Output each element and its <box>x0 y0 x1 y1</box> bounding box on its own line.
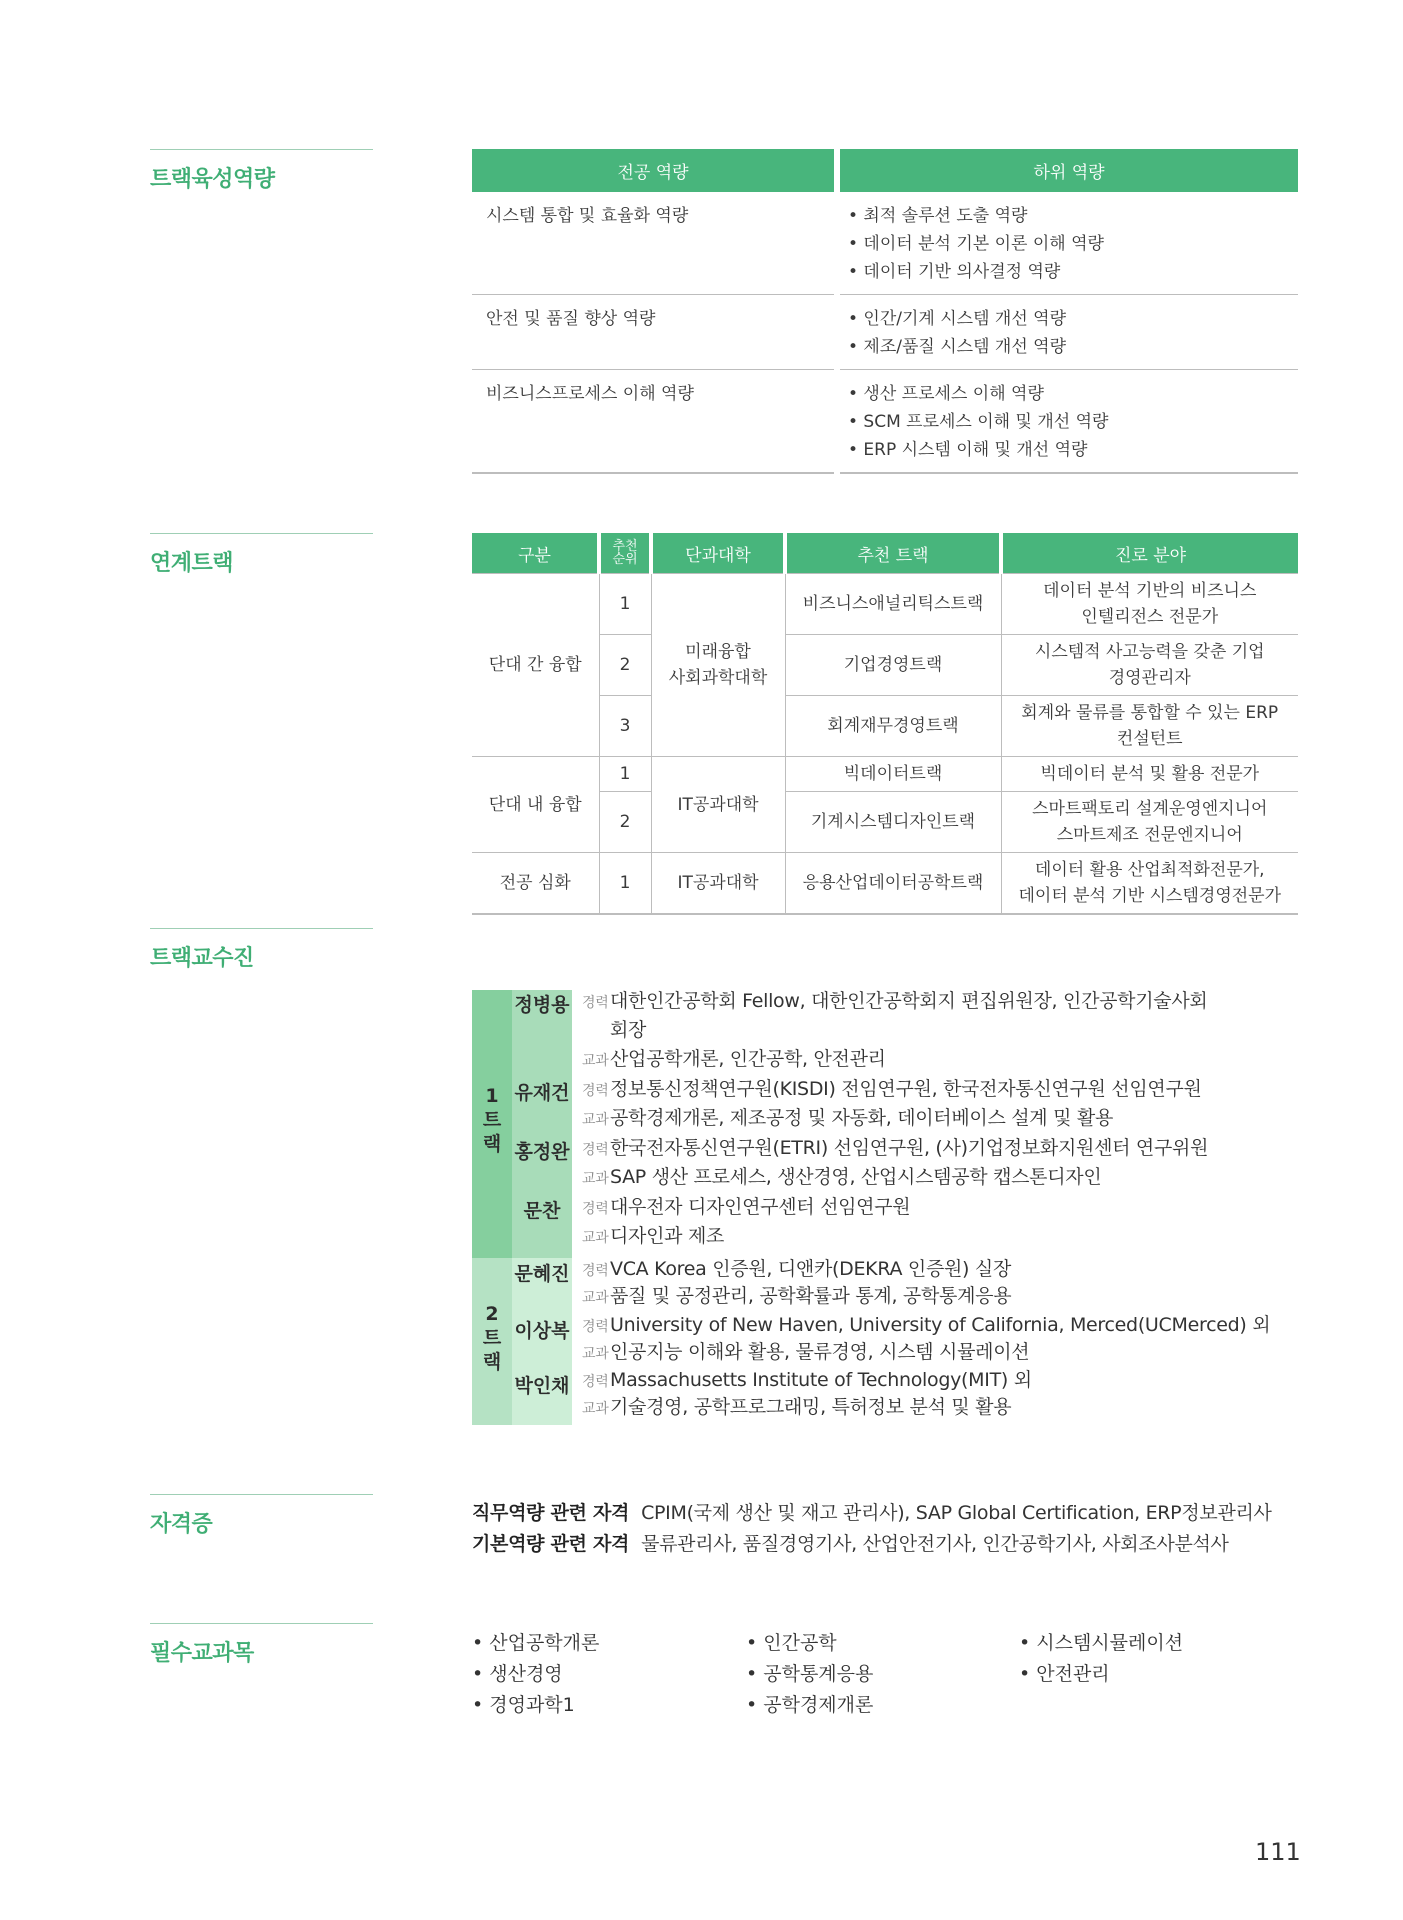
job-certification-label: 직무역량 관련 자격 <box>472 1502 630 1524</box>
course-line: 교과 산업공학개론, 인간공학, 안전관리 <box>610 1045 1302 1073</box>
page-number: 111 <box>1255 1838 1301 1866</box>
career-line-continued: 회장 <box>610 1019 647 1041</box>
professor-name: 박인채 <box>514 1375 570 1397</box>
professor-name: 정병용 <box>514 994 570 1016</box>
course-item: • 산업공학개론 <box>472 1628 599 1655</box>
course-line: 교과 기술경영, 공학프로그래밍, 특허정보 분석 및 활용 <box>582 1396 1012 1418</box>
sub-item: • ERP 시스템 이해 및 개선 역량 <box>848 440 1088 460</box>
course-item: • 공학통계응용 <box>746 1659 873 1686</box>
sub-competency-cell <box>840 370 1298 474</box>
header-career-field: 진로 분야 <box>1001 533 1298 574</box>
table-row <box>472 757 1298 792</box>
course-item: • 안전관리 <box>1019 1659 1110 1686</box>
professor-name: 이상복 <box>514 1320 570 1342</box>
track-cell: 비즈니스애널리틱스트랙 <box>785 574 1001 635</box>
career-cell: 데이터 분석 기반의 비즈니스 인텔리전스 전문가 <box>1001 574 1298 635</box>
sub-competency-cell <box>840 295 1298 370</box>
track-cell: 기업경영트랙 <box>785 635 1001 696</box>
job-certification-value: CPIM(국제 생산 및 재고 관리사), SAP Global Certification, ERP정보관리사 <box>641 1502 1272 1524</box>
category-cell: 단대 내 융합 <box>472 757 599 853</box>
header-college: 단과대학 <box>651 533 785 574</box>
course-item: • 경영과학1 <box>472 1690 575 1717</box>
track-cell: 회계재무경영트랙 <box>785 696 1001 757</box>
course-line: 교과 SAP 생산 프로세스, 생산경영, 산업시스템공학 캡스톤디자인 <box>582 1166 1102 1188</box>
course-tag: 교과 <box>582 1053 609 1069</box>
header-major-competency: 전공 역량 <box>472 149 834 192</box>
career-cell: 빅데이터 분석 및 활용 전문가 <box>1001 757 1298 792</box>
track2-mark: 2 트 랙 <box>482 1303 502 1373</box>
rank-cell: 1 <box>599 853 651 915</box>
rank-cell: 2 <box>599 792 651 853</box>
professor-name: 문혜진 <box>514 1263 570 1285</box>
track1-mark: 1 트 랙 <box>482 1085 502 1155</box>
category-cell: 단대 간 융합 <box>472 574 599 757</box>
career-line: 경력 한국전자통신연구원(ETRI) 선임연구원, (사)기업정보화지원센터 연구위원 <box>582 1137 1209 1159</box>
sub-item: • SCM 프로세스 이해 및 개선 역량 <box>848 412 1109 432</box>
section-label-required-courses: 필수교과목 <box>150 1623 373 1667</box>
section-label-competency: 트랙육성역량 <box>150 149 373 193</box>
table-row <box>472 295 1298 370</box>
professor-name: 유재건 <box>514 1082 570 1104</box>
track-cell: 응용산업데이터공학트랙 <box>785 853 1001 915</box>
course-item: • 인간공학 <box>746 1628 837 1655</box>
table-row <box>472 853 1298 915</box>
course-item: • 생산경영 <box>472 1659 563 1686</box>
track-cell: 기계시스템디자인트랙 <box>785 792 1001 853</box>
sub-item: • 최적 솔루션 도출 역량 <box>848 206 1028 226</box>
college-cell: IT공과대학 <box>651 853 785 915</box>
career-cell: 시스템적 사고능력을 갖춘 기업 경영관리자 <box>1001 635 1298 696</box>
linked-track-table <box>472 533 1298 915</box>
college-cell: 미래융합 사회과학대학 <box>651 574 785 757</box>
basic-certification-value: 물류관리사, 품질경영기사, 산업안전기사, 인간공학기사, 사회조사분석사 <box>641 1533 1229 1555</box>
sub-item: • 제조/품질 시스템 개선 역량 <box>848 337 1067 357</box>
career-cell: 스마트팩토리 설계운영엔지니어 스마트제조 전문엔지니어 <box>1001 792 1298 853</box>
major-competency-cell: 비즈니스프로세스 이해 역량 <box>472 370 834 474</box>
career-cell: 회계와 물류를 통합할 수 있는 ERP 컨설턴트 <box>1001 696 1298 757</box>
basic-certification-label: 기본역량 관련 자격 <box>472 1533 630 1555</box>
table-row <box>472 574 1298 635</box>
course-line: 교과 디자인과 제조 <box>582 1225 725 1247</box>
career-tag: 경력 <box>582 995 609 1011</box>
professor-name: 문찬 <box>523 1200 561 1222</box>
header-rank: 추천 순위 <box>599 533 651 574</box>
major-competency-cell: 시스템 통합 및 효율화 역량 <box>472 192 834 295</box>
rank-cell: 3 <box>599 696 651 757</box>
track-cell: 빅데이터트랙 <box>785 757 1001 792</box>
course-line: 교과 인공지능 이해와 활용, 물류경영, 시스템 시뮬레이션 <box>582 1341 1030 1363</box>
career-line: 경력 University of New Haven, University of California, Merced(UCMerced) 외 <box>582 1314 1271 1336</box>
rank-cell: 2 <box>599 635 651 696</box>
sub-competency-cell <box>840 192 1298 295</box>
rank-cell: 1 <box>599 757 651 792</box>
major-competency-cell: 안전 및 품질 향상 역량 <box>472 295 834 370</box>
faculty-block <box>472 990 1302 1425</box>
sub-item: • 데이터 분석 기본 이론 이해 역량 <box>848 234 1104 254</box>
career-line: 경력 정보통신정책연구원(KISDI) 전임연구원, 한국전자통신연구원 선임연구원 <box>582 1078 1202 1100</box>
course-item: • 시스템시뮬레이션 <box>1019 1628 1183 1655</box>
table-row <box>472 370 1298 474</box>
category-cell: 전공 심화 <box>472 853 599 915</box>
career-line: 경력 Massachusetts Institute of Technology(MIT) 외 <box>582 1369 1032 1391</box>
college-cell: IT공과대학 <box>651 757 785 853</box>
table-row <box>472 192 1298 295</box>
competency-table <box>472 149 1298 474</box>
header-recommended-track: 추천 트랙 <box>785 533 1001 574</box>
basic-certification-row <box>472 1529 1229 1556</box>
job-certification-row <box>472 1498 1272 1525</box>
section-label-linked-tracks: 연계트랙 <box>150 533 373 577</box>
professor-name: 홍정완 <box>514 1141 570 1163</box>
course-line: 교과 공학경제개론, 제조공정 및 자동화, 데이터베이스 설계 및 활용 <box>582 1107 1114 1129</box>
rank-cell: 1 <box>599 574 651 635</box>
sub-item: • 생산 프로세스 이해 역량 <box>848 384 1044 404</box>
section-label-certifications: 자격증 <box>150 1494 373 1538</box>
course-item: • 공학경제개론 <box>746 1690 873 1717</box>
course-line: 교과 품질 및 공정관리, 공학확률과 통계, 공학통계응용 <box>582 1285 1012 1307</box>
sub-item: • 인간/기계 시스템 개선 역량 <box>848 309 1067 329</box>
header-sub-competency: 하위 역량 <box>840 149 1298 192</box>
header-category: 구분 <box>472 533 599 574</box>
career-line: 경력 대한인간공학회 Fellow, 대한인간공학회지 편집위원장, 인간공학기술사회 <box>610 987 1302 1015</box>
sub-item: • 데이터 기반 의사결정 역량 <box>848 262 1061 282</box>
career-line: 경력 대우전자 디자인연구센터 선임연구원 <box>582 1196 911 1218</box>
career-line: 경력 VCA Korea 인증원, 디앤카(DEKRA 인증원) 실장 <box>582 1258 1012 1280</box>
section-label-faculty: 트랙교수진 <box>150 928 373 972</box>
career-cell: 데이터 활용 산업최적화전문가, 데이터 분석 기반 시스템경영전문가 <box>1001 853 1298 915</box>
